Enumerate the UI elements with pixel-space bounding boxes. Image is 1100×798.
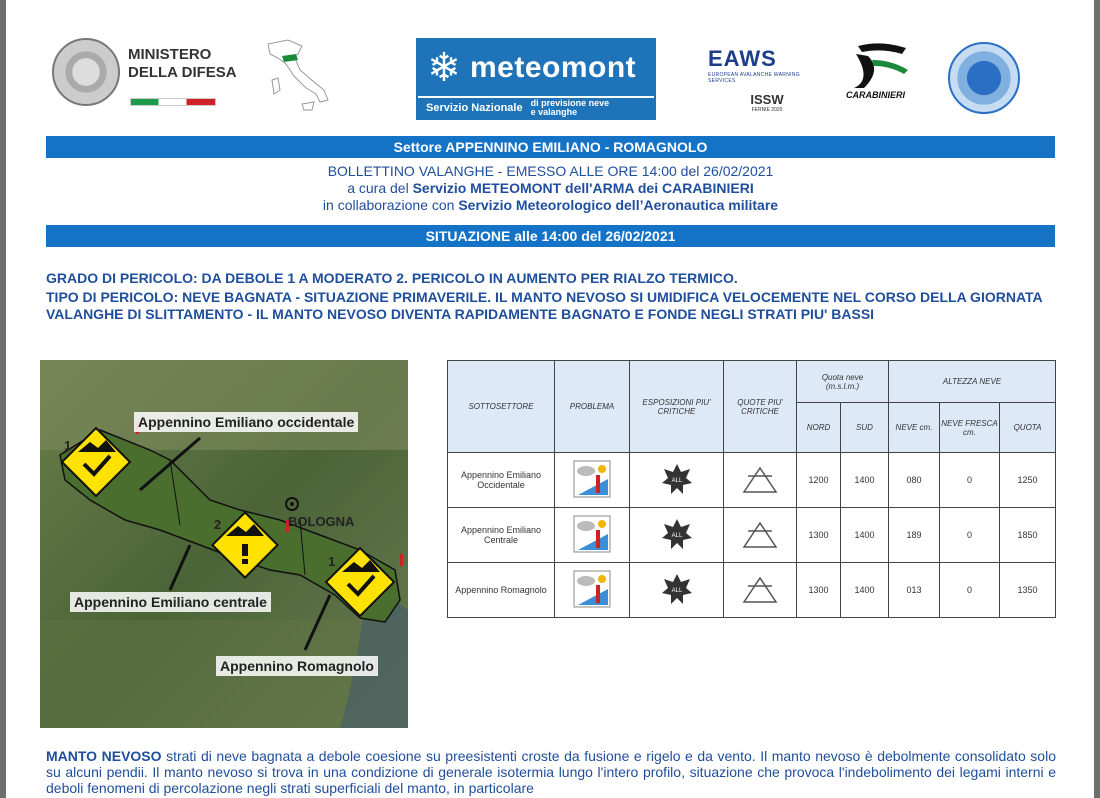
sud-value: 1400	[841, 563, 889, 618]
map-label-centrale: Appennino Emiliano centrale	[70, 592, 271, 612]
manto-nevoso-text	[46, 748, 1056, 796]
danger-grade: GRADO DI PERICOLO: DA DEBOLE 1 A MODERATO 2. PERICOLO IN AUMENTO PER RIALZO TERMICO.	[46, 270, 738, 286]
th-quote: QUOTE PIU' CRITICHE	[724, 361, 797, 453]
bulletin-info	[46, 163, 1055, 214]
wet-snow-problem-icon	[555, 563, 630, 618]
wet-snow-problem-icon	[555, 508, 630, 563]
eaws-title: EAWS	[708, 46, 777, 71]
th-neve-cm: NEVE cm.	[889, 403, 940, 453]
th-quota-neve-unit: (m.s.l.m.)	[825, 381, 860, 391]
manto-body: strati di neve bagnata a debole coesione su preesistenti croste da fusione e rigelo e da vento. Il manto nevoso è debolmente consolidato solo su alcuni pendii. Il manto nevoso si trova in una condizione di generale isotermia lungo l'intero profilo, situazione che provoca l'indebolimento dei legami interni e deboli fenomeni di percolazione negli strati superficiali del manto, in particolare	[46, 748, 1056, 796]
aspects-all-icon	[630, 563, 724, 618]
bulletin-collab	[46, 197, 1055, 214]
wet-snow-problem-icon	[555, 453, 630, 508]
ministero-logo-text	[128, 46, 237, 82]
carabinieri-logo	[842, 40, 922, 110]
fresca-value: 0	[940, 563, 1000, 618]
neve-value: 080	[889, 453, 940, 508]
ministero-line2: DELLA DIFESA	[128, 64, 237, 81]
meteomont-sub1: di previsione neve	[530, 98, 610, 108]
neve-value: 189	[889, 508, 940, 563]
meteomont-name: meteomont	[470, 51, 637, 84]
sector-bar: Settore APPENNINO EMILIANO - ROMAGNOLO	[46, 136, 1055, 158]
nord-value: 1200	[797, 453, 841, 508]
bulletin-page	[6, 0, 1094, 798]
header-logos	[6, 30, 1094, 130]
situation-bar: SITUAZIONE alle 14:00 del 26/02/2021	[46, 225, 1055, 247]
bulletin-collab-pre: in collaborazione con	[322, 197, 459, 213]
map-label-occidentale: Appennino Emiliano occidentale	[134, 412, 358, 432]
bulletin-issued: BOLLETTINO VALANGHE - EMESSO ALLE ORE 14:00 del 26/02/2021	[327, 163, 774, 179]
th-neve-fresca: NEVE FRESCA cm.	[940, 403, 1000, 453]
eaws-subtitle: EUROPEAN AVALANCHE WARNING SERVICES	[708, 72, 800, 84]
map-city-bologna: BOLOGNA	[288, 514, 355, 529]
neve-value: 013	[889, 563, 940, 618]
eaws-logo	[708, 46, 818, 84]
elevation-icon	[724, 508, 797, 563]
subsector-table	[447, 360, 1056, 618]
issw-logo	[742, 92, 792, 113]
region-map	[40, 360, 408, 728]
th-esposizioni: ESPOSIZIONI PIU' CRITICHE	[630, 361, 724, 453]
fresca-value: 0	[940, 508, 1000, 563]
nord-value: 1300	[797, 508, 841, 563]
table-row	[448, 508, 1056, 563]
italian-flag-icon	[130, 98, 216, 106]
aspects-all-icon	[630, 508, 724, 563]
bulletin-by	[46, 180, 1055, 197]
republic-emblem-icon	[52, 38, 120, 106]
map-level-rom: 1	[328, 554, 336, 569]
th-altezza: ALTEZZA NEVE	[889, 361, 1056, 403]
th-sottosettore: SOTTOSETTORE	[448, 361, 555, 453]
issw-title: ISSW	[750, 92, 784, 107]
map-label-romagnolo: Appennino Romagnolo	[216, 656, 378, 676]
meteomont-sub2: e valanghe	[530, 107, 578, 117]
nord-value: 1300	[797, 563, 841, 618]
map-level-occ: 1	[64, 438, 72, 453]
elevation-icon	[724, 453, 797, 508]
row-name: Appennino Emiliano Occidentale	[448, 453, 555, 508]
manto-title: MANTO NEVOSO	[46, 748, 162, 764]
th-quota: QUOTA	[1000, 403, 1056, 453]
svg-text:ALL: ALL	[671, 588, 682, 594]
elevation-icon	[724, 563, 797, 618]
fresca-value: 0	[940, 453, 1000, 508]
th-quota-neve	[797, 361, 889, 403]
table-row	[448, 563, 1056, 618]
th-quota-neve-label: Quota neve	[821, 372, 864, 382]
quota-value: 1350	[1000, 563, 1056, 618]
sud-value: 1400	[841, 453, 889, 508]
th-problema: PROBLEMA	[555, 361, 630, 453]
svg-text:ALL: ALL	[671, 478, 682, 484]
quota-value: 1250	[1000, 453, 1056, 508]
snowflake-icon: ❄	[427, 46, 461, 90]
carabinieri-label: CARABINIERI	[846, 90, 906, 100]
svg-text:ALL: ALL	[671, 533, 682, 539]
bulletin-collab-org: Servizio Meteorologico dell’Aeronautica militare	[458, 197, 779, 213]
bulletin-by-org: Servizio METEOMONT dell'ARMA dei CARABINIERI	[412, 180, 754, 196]
th-nord: NORD	[797, 403, 841, 453]
map-level-cen: 2	[214, 517, 222, 532]
meteomont-logo	[416, 38, 656, 120]
aeronautica-meteo-logo	[948, 42, 1020, 114]
th-sud: SUD	[841, 403, 889, 453]
ministero-line1: MINISTERO	[128, 46, 212, 63]
row-name: Appennino Emiliano Centrale	[448, 508, 555, 563]
sud-value: 1400	[841, 508, 889, 563]
meteomont-service: Servizio Nazionale	[426, 102, 523, 114]
bulletin-by-pre: a cura del	[347, 180, 413, 196]
danger-summary	[46, 270, 1055, 325]
italy-map-icon	[258, 36, 338, 116]
danger-type: TIPO DI PERICOLO: NEVE BAGNATA - SITUAZIONE PRIMAVERILE. IL MANTO NEVOSO SI UMIDIFICA VELOCEMENTE NEL CORSO DELLA GIORNATA VALANGHE DI SLITTAMENTO - IL MANTO NEVOSO DIVENTA RAPIDAMENTE BAGNATO E FONDE NEGLI STRATI PIU' BASSI	[46, 289, 1043, 322]
table-row	[448, 453, 1056, 508]
row-name: Appennino Romagnolo	[448, 563, 555, 618]
quota-value: 1850	[1000, 508, 1056, 563]
issw-subtitle: FERNIE 2020	[751, 107, 783, 113]
aspects-all-icon	[630, 453, 724, 508]
